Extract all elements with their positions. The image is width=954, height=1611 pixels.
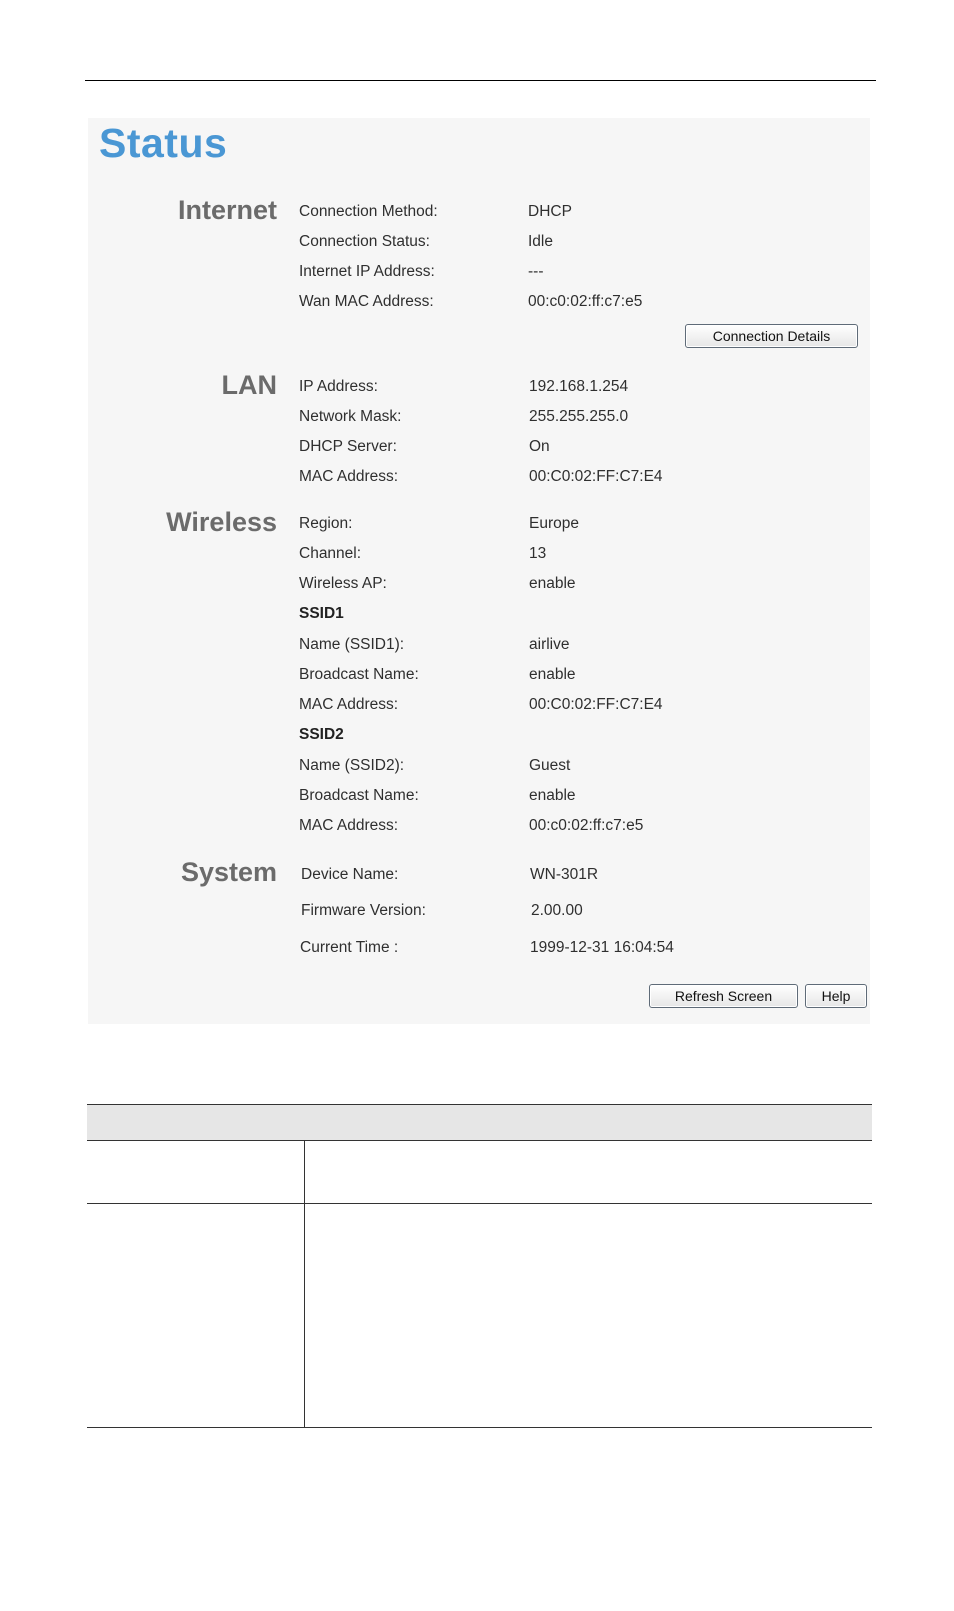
connection-method-label: Connection Method:: [299, 203, 438, 220]
ssid2-name-value: Guest: [529, 757, 571, 774]
device-name-value: WN-301R: [530, 866, 599, 883]
firmware-version-label: Firmware Version:: [301, 902, 426, 919]
current-time-value: 1999-12-31 16:04:54: [530, 939, 674, 956]
connection-status-value: Idle: [528, 233, 553, 250]
description-table-header: [87, 1104, 872, 1141]
ssid1-heading: SSID1: [299, 605, 344, 622]
dhcp-server-label: DHCP Server:: [299, 438, 397, 455]
ssid1-broadcast-label: Broadcast Name:: [299, 666, 419, 683]
dhcp-server-value: On: [529, 438, 550, 455]
ssid1-name-label: Name (SSID1):: [299, 636, 405, 653]
section-title-internet: Internet: [177, 195, 277, 225]
network-mask-label: Network Mask:: [299, 408, 402, 425]
top-rule: [85, 80, 876, 81]
description-table-row-divider: [87, 1203, 872, 1204]
refresh-screen-button[interactable]: Refresh Screen: [649, 984, 798, 1008]
lan-mac-label: MAC Address:: [299, 468, 399, 485]
section-title-lan: LAN: [221, 370, 277, 400]
wireless-ap-value: enable: [529, 575, 576, 592]
description-table: [87, 1104, 872, 1428]
wireless-ap-label: Wireless AP:: [299, 575, 387, 592]
internet-ip-value: ---: [528, 263, 544, 280]
description-table-column-divider: [304, 1141, 305, 1428]
firmware-version-value: 2.00.00: [531, 902, 583, 919]
channel-label: Channel:: [299, 545, 362, 562]
ssid2-heading: SSID2: [299, 726, 344, 743]
wan-mac-label: Wan MAC Address:: [299, 293, 434, 310]
channel-value: 13: [529, 545, 547, 562]
lan-ip-label: IP Address:: [299, 378, 378, 395]
section-title-system: System: [180, 857, 277, 887]
connection-method-value: DHCP: [528, 203, 572, 220]
ssid2-broadcast-value: enable: [529, 787, 576, 804]
status-panel: [88, 118, 870, 1024]
ssid1-broadcast-value: enable: [529, 666, 576, 683]
internet-ip-label: Internet IP Address:: [299, 263, 435, 280]
connection-details-button[interactable]: Connection Details: [685, 324, 858, 348]
section-title-wireless: Wireless: [166, 507, 277, 537]
ssid2-mac-value: 00:c0:02:ff:c7:e5: [529, 817, 644, 834]
region-value: Europe: [529, 515, 579, 532]
current-time-label: Current Time :: [300, 939, 399, 956]
help-button[interactable]: Help: [805, 984, 867, 1008]
page-title: Status: [99, 120, 228, 166]
lan-ip-value: 192.168.1.254: [529, 378, 629, 395]
ssid1-mac-label: MAC Address:: [299, 696, 399, 713]
region-label: Region:: [299, 515, 353, 532]
ssid1-name-value: airlive: [529, 636, 570, 653]
ssid1-mac-value: 00:C0:02:FF:C7:E4: [529, 696, 663, 713]
connection-status-label: Connection Status:: [299, 233, 430, 250]
network-mask-value: 255.255.255.0: [529, 408, 629, 425]
description-table-bottom-rule: [87, 1427, 872, 1428]
wan-mac-value: 00:c0:02:ff:c7:e5: [528, 293, 643, 310]
ssid2-name-label: Name (SSID2):: [299, 757, 405, 774]
ssid2-mac-label: MAC Address:: [299, 817, 399, 834]
lan-mac-value: 00:C0:02:FF:C7:E4: [529, 468, 663, 485]
device-name-label: Device Name:: [301, 866, 399, 883]
ssid2-broadcast-label: Broadcast Name:: [299, 787, 419, 804]
